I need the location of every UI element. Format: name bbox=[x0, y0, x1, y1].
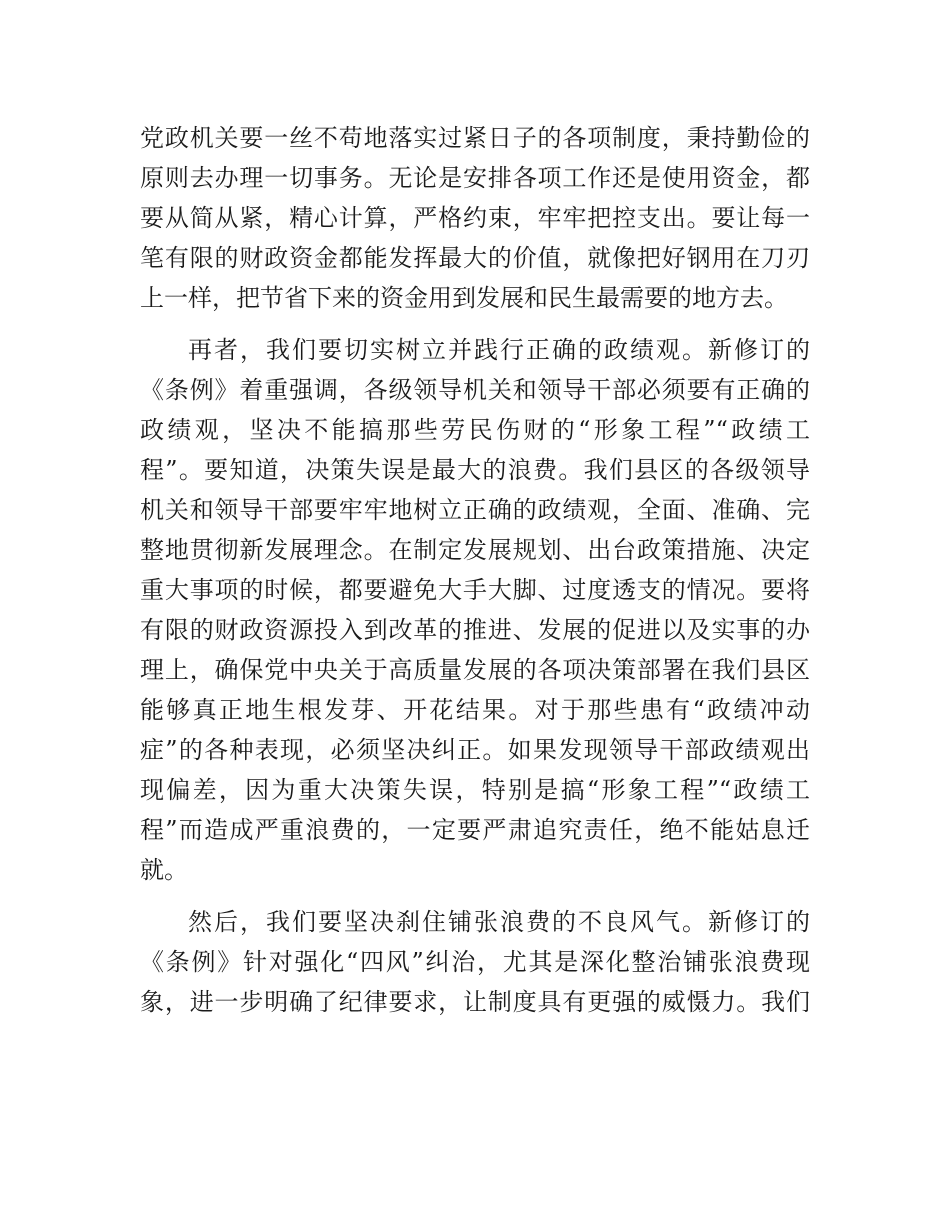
paragraph-3 bbox=[140, 902, 810, 1022]
document-body bbox=[140, 118, 810, 1022]
text-line: 《条例》着重强调，各级领导机关和领导干部必须要有正确的 bbox=[140, 376, 810, 404]
paragraph-2 bbox=[140, 330, 810, 890]
text-line: 原则去办理一切事务。无论是安排各项工作还是使用资金，都 bbox=[140, 164, 810, 192]
text-line: 整地贯彻新发展理念。在制定发展规划、出台政策措施、决定 bbox=[140, 536, 810, 564]
text-line: 上一样，把节省下来的资金用到发展和民生最需要的地方去。 bbox=[140, 284, 788, 312]
text-line: 程”。要知道，决策失误是最大的浪费。我们县区的各级领导 bbox=[140, 456, 810, 484]
text-line: 《条例》针对强化“四风”纠治，尤其是深化整治铺张浪费现 bbox=[140, 948, 810, 976]
text-line: 然后，我们要坚决刹住铺张浪费的不良风气。新修订的 bbox=[188, 908, 810, 936]
text-line: 政绩观，坚决不能搞那些劳民伤财的“形象工程”“政绩工 bbox=[140, 416, 810, 444]
text-line: 象，进一步明确了纪律要求，让制度具有更强的威慑力。我们 bbox=[140, 988, 810, 1016]
text-line: 理上，确保党中央关于高质量发展的各项决策部署在我们县区 bbox=[140, 656, 810, 684]
text-line: 现偏差，因为重大决策失误，特别是搞“形象工程”“政绩工 bbox=[140, 776, 810, 804]
text-line: 再者，我们要切实树立并践行正确的政绩观。新修订的 bbox=[188, 336, 810, 364]
paragraph-1 bbox=[140, 118, 810, 318]
text-line: 笔有限的财政资金都能发挥最大的价值，就像把好钢用在刀刃 bbox=[140, 244, 810, 272]
text-line: 机关和领导干部要牢牢地树立正确的政绩观，全面、准确、完 bbox=[140, 496, 810, 524]
text-line: 要从简从紧，精心计算，严格约束，牢牢把控支出。要让每一 bbox=[140, 204, 810, 232]
text-line: 就。 bbox=[140, 856, 188, 884]
text-line: 有限的财政资源投入到改革的推进、发展的促进以及实事的办 bbox=[140, 616, 810, 644]
text-line: 党政机关要一丝不苟地落实过紧日子的各项制度，秉持勤俭的 bbox=[140, 124, 810, 152]
text-line: 程”而造成严重浪费的，一定要严肃追究责任，绝不能姑息迁 bbox=[140, 816, 810, 844]
text-line: 重大事项的时候，都要避免大手大脚、过度透支的情况。要将 bbox=[140, 576, 810, 604]
text-line: 能够真正地生根发芽、开花结果。对于那些患有“政绩冲动 bbox=[140, 696, 810, 724]
text-line: 症”的各种表现，必须坚决纠正。如果发现领导干部政绩观出 bbox=[140, 736, 810, 764]
